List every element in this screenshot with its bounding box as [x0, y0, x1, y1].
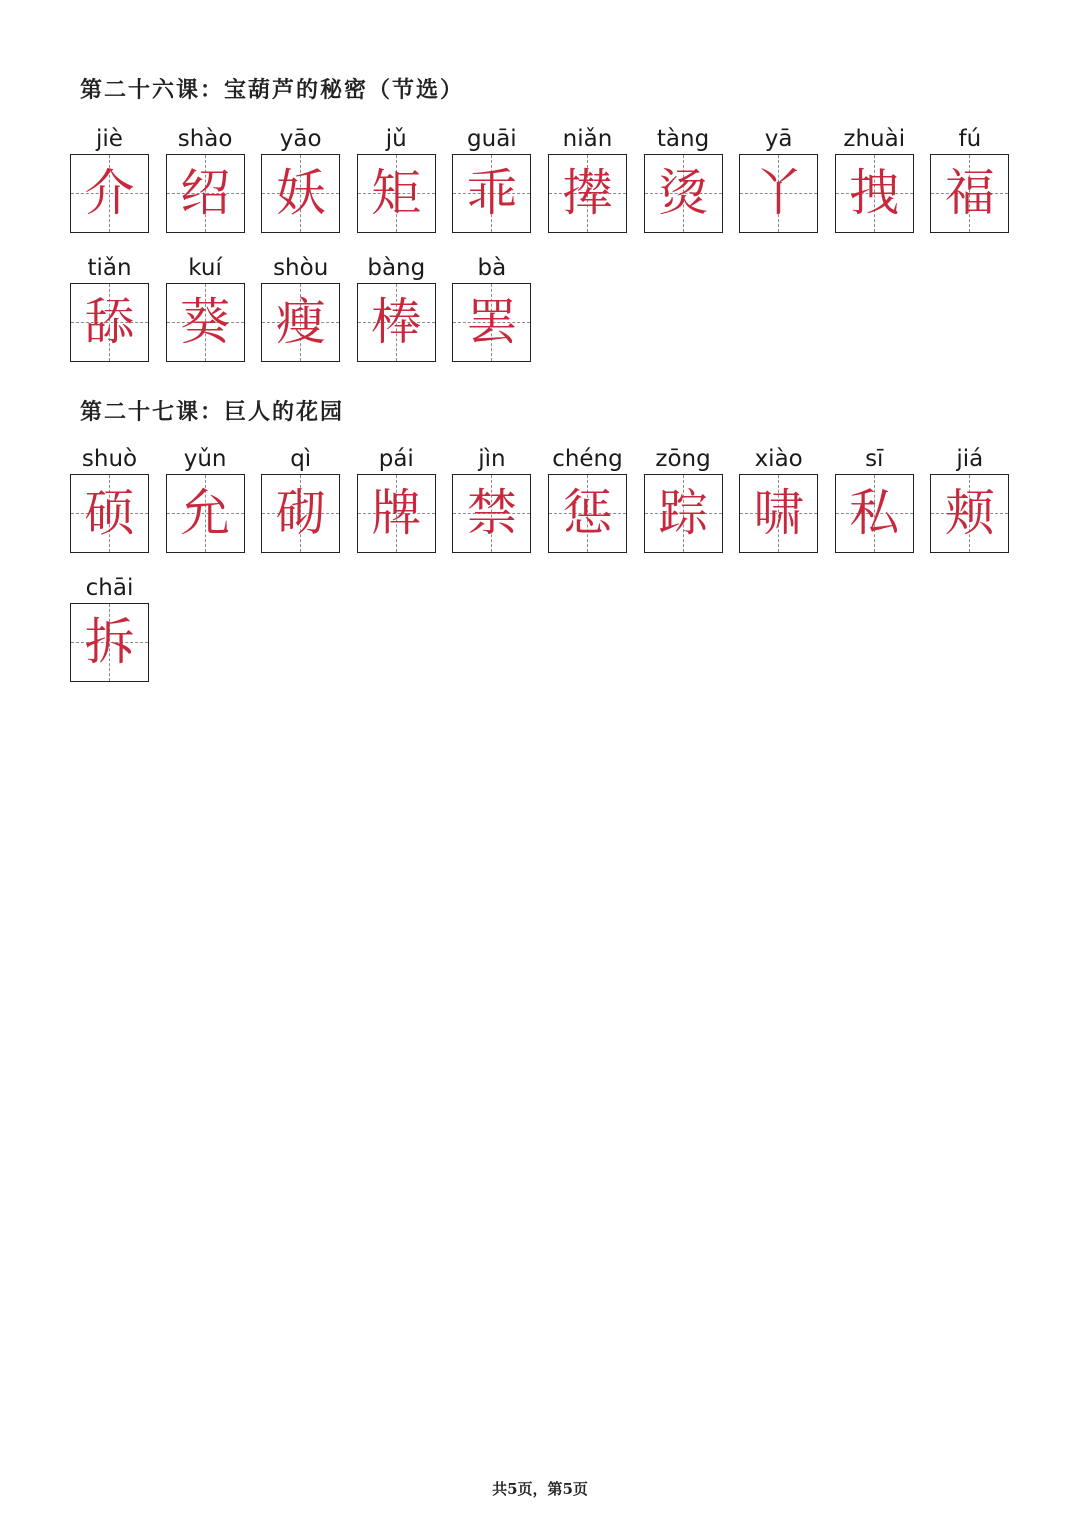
hanzi-character: 惩 [562, 484, 613, 542]
hanzi-character: 绍 [180, 164, 231, 222]
character-cell [930, 444, 1009, 553]
tianzige-box [166, 283, 245, 362]
tianzige-box [261, 283, 340, 362]
hanzi-character: 妖 [275, 164, 326, 222]
hanzi-character: 硕 [84, 484, 135, 542]
character-cell [452, 124, 531, 233]
pinyin-label: jiè [96, 126, 123, 152]
character-grid [70, 124, 1009, 362]
hanzi-character: 砌 [275, 484, 326, 542]
pinyin-label: jìn [478, 446, 506, 472]
pinyin-label: tàng [656, 126, 710, 152]
tianzige-box [452, 474, 531, 553]
character-cell [835, 444, 914, 553]
tianzige-box [70, 283, 149, 362]
hanzi-character: 葵 [180, 293, 231, 351]
hanzi-character: 禁 [466, 484, 517, 542]
character-cell [739, 124, 818, 233]
pinyin-label: shào [177, 126, 233, 152]
tianzige-box [739, 474, 818, 553]
character-cell [70, 444, 149, 553]
hanzi-character: 乖 [466, 164, 517, 222]
tianzige-box [357, 474, 436, 553]
tianzige-box [261, 154, 340, 233]
pinyin-label: fú [958, 126, 982, 152]
tianzige-box [644, 474, 723, 553]
character-cell [548, 124, 627, 233]
pinyin-label: yāo [279, 126, 322, 152]
tianzige-box [452, 154, 531, 233]
pinyin-label: zhuài [843, 126, 906, 152]
tianzige-box [930, 474, 1009, 553]
tianzige-box [166, 474, 245, 553]
tianzige-box [261, 474, 340, 553]
character-cell [261, 444, 340, 553]
lesson-title: 第二十七课：巨人的花园 [80, 399, 345, 425]
pinyin-label: kuí [188, 255, 222, 281]
pinyin-label: shòu [273, 255, 329, 281]
hanzi-character: 啸 [753, 484, 804, 542]
character-cell [644, 444, 723, 553]
character-cell [261, 124, 340, 233]
pinyin-label: tiǎn [87, 255, 132, 281]
hanzi-character: 允 [180, 484, 231, 542]
character-grid [70, 444, 1009, 682]
hanzi-character: 牌 [371, 484, 422, 542]
hanzi-character: 福 [944, 164, 995, 222]
hanzi-character: 拽 [849, 164, 900, 222]
pinyin-label: yǔn [183, 446, 227, 472]
tianzige-box [452, 283, 531, 362]
pinyin-label: chéng [552, 446, 623, 472]
character-cell [70, 253, 149, 362]
hanzi-character: 介 [84, 164, 135, 222]
pinyin-label: zōng [655, 446, 711, 472]
pinyin-label: yā [764, 126, 793, 152]
pinyin-label: niǎn [562, 126, 613, 152]
pinyin-label: chāi [85, 575, 134, 601]
character-cell [357, 253, 436, 362]
character-cell [166, 253, 245, 362]
hanzi-character: 私 [849, 484, 900, 542]
hanzi-character: 撵 [562, 164, 613, 222]
tianzige-box [930, 154, 1009, 233]
character-cell [166, 124, 245, 233]
pinyin-label: qì [290, 446, 312, 472]
tianzige-box [70, 154, 149, 233]
hanzi-character: 烫 [658, 164, 709, 222]
character-cell [452, 444, 531, 553]
character-cell [930, 124, 1009, 233]
character-cell [70, 573, 149, 682]
pinyin-label: bàng [367, 255, 426, 281]
pinyin-label: jǔ [385, 126, 407, 152]
character-cell [166, 444, 245, 553]
tianzige-box [644, 154, 723, 233]
hanzi-character: 罢 [466, 293, 517, 351]
tianzige-box [166, 154, 245, 233]
tianzige-box [357, 283, 436, 362]
tianzige-box [835, 154, 914, 233]
character-cell [357, 124, 436, 233]
hanzi-character: 踪 [658, 484, 709, 542]
character-cell [644, 124, 723, 233]
pinyin-label: guāi [467, 126, 517, 152]
page-footer: 共5页，第5页 [492, 1480, 588, 1498]
pinyin-label: sī [865, 446, 884, 472]
tianzige-box [548, 474, 627, 553]
pinyin-label: bà [477, 255, 507, 281]
character-cell [452, 253, 531, 362]
character-cell [739, 444, 818, 553]
tianzige-box [739, 154, 818, 233]
lesson-title: 第二十六课：宝葫芦的秘密（节选） [80, 77, 465, 103]
tianzige-box [357, 154, 436, 233]
hanzi-character: 拆 [84, 613, 135, 671]
tianzige-box [548, 154, 627, 233]
pinyin-label: shuò [81, 446, 138, 472]
pinyin-label: pái [378, 446, 414, 472]
character-cell [835, 124, 914, 233]
hanzi-character: 舔 [84, 293, 135, 351]
tianzige-box [835, 474, 914, 553]
tianzige-box [70, 603, 149, 682]
pinyin-label: jiá [956, 446, 984, 472]
hanzi-character: 瘦 [275, 293, 326, 351]
hanzi-character: 颊 [944, 484, 995, 542]
pinyin-label: xiào [754, 446, 803, 472]
character-cell [70, 124, 149, 233]
hanzi-character: 丫 [753, 164, 804, 222]
hanzi-character: 矩 [371, 164, 422, 222]
character-cell [261, 253, 340, 362]
tianzige-box [70, 474, 149, 553]
character-cell [548, 444, 627, 553]
character-cell [357, 444, 436, 553]
hanzi-character: 棒 [371, 293, 422, 351]
